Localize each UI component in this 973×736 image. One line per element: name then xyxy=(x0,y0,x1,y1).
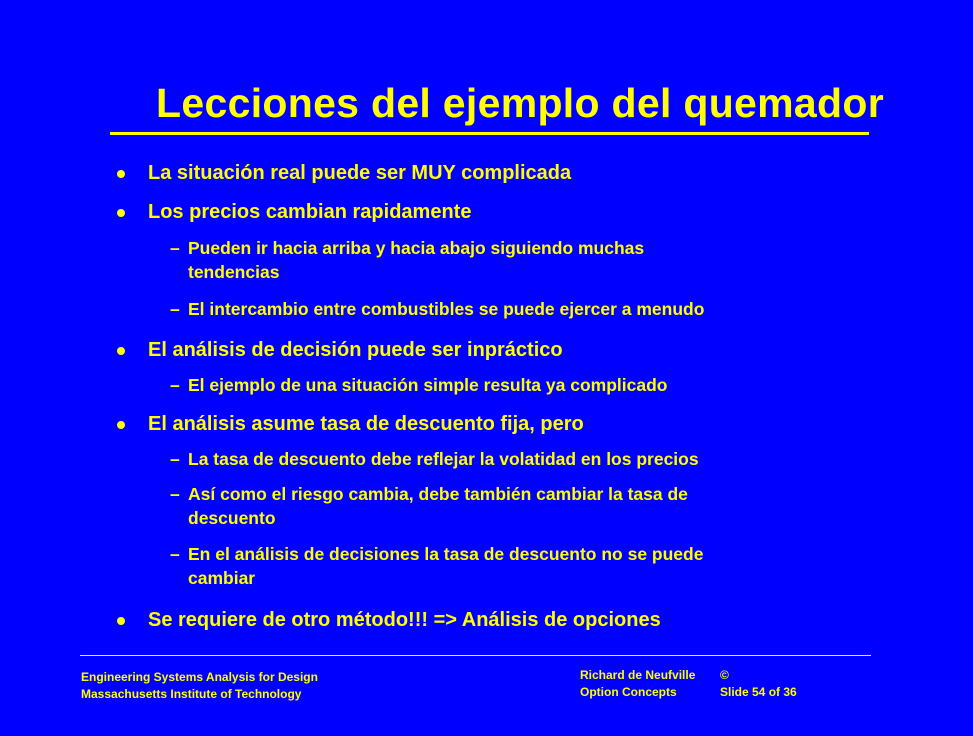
subbullet-item xyxy=(170,482,908,530)
dash-marker: – xyxy=(170,299,180,319)
footer-course: Engineering Systems Analysis for Design xyxy=(81,670,318,684)
bullet-dot-icon xyxy=(117,170,125,178)
slide-title: Lecciones del ejemplo del quemador xyxy=(156,80,884,126)
subbullet-line: tendencias xyxy=(188,262,280,282)
bullet-item xyxy=(148,200,471,224)
subbullet-line: Así como el riesgo cambia, debe también cambiar la tasa de xyxy=(188,484,688,504)
dash-marker: – xyxy=(170,449,180,469)
footer-author: Richard de Neufville xyxy=(580,668,696,682)
subbullet-item xyxy=(170,447,908,471)
footer-slide-number: Slide 54 of 36 xyxy=(720,685,797,699)
subbullet-item xyxy=(170,373,908,397)
subbullet-item xyxy=(170,297,908,321)
bullet-item xyxy=(148,338,563,362)
bullet-text: La situación real puede ser MUY complicada xyxy=(148,162,572,184)
footer-copyright-icon: © xyxy=(720,668,729,682)
dash-marker: – xyxy=(170,238,180,258)
bullet-dot-icon xyxy=(117,617,125,625)
subbullet-line: El intercambio entre combustibles se puede ejercer a menudo xyxy=(188,299,705,319)
title-underline xyxy=(110,132,869,135)
bullet-dot-icon xyxy=(117,347,125,355)
footer-institution: Massachusetts Institute of Technology xyxy=(81,687,302,701)
bullet-text: El análisis asume tasa de descuento fija, pero xyxy=(148,413,584,435)
dash-marker: – xyxy=(170,484,180,504)
subbullet-line: La tasa de descuento debe reflejar la volatidad en los precios xyxy=(188,449,699,469)
bullet-item xyxy=(148,412,584,436)
subbullet-line: Pueden ir hacia arriba y hacia abajo siguiendo muchas xyxy=(188,238,645,258)
footer-topic: Option Concepts xyxy=(580,685,677,699)
dash-marker: – xyxy=(170,375,180,395)
subbullet-line: cambiar xyxy=(188,568,256,588)
subbullet-item xyxy=(170,542,908,590)
subbullet-line: descuento xyxy=(188,508,276,528)
dash-marker: – xyxy=(170,544,180,564)
subbullet-item xyxy=(170,236,908,284)
bullet-item xyxy=(148,161,571,185)
subbullet-line: El ejemplo de una situación simple resulta ya complicado xyxy=(188,375,668,395)
bullet-item xyxy=(148,608,661,632)
footer-divider xyxy=(80,655,871,656)
bullet-dot-icon xyxy=(117,421,125,429)
bullet-text: Los precios cambian rapidamente xyxy=(148,201,472,223)
subbullet-line: En el análisis de decisiones la tasa de descuento no se puede xyxy=(188,544,704,564)
bullet-text: El análisis de decisión puede ser inpráctico xyxy=(148,339,563,361)
bullet-dot-icon xyxy=(117,209,125,217)
bullet-text: Se requiere de otro método!!! => Análisis de opciones xyxy=(148,609,661,631)
